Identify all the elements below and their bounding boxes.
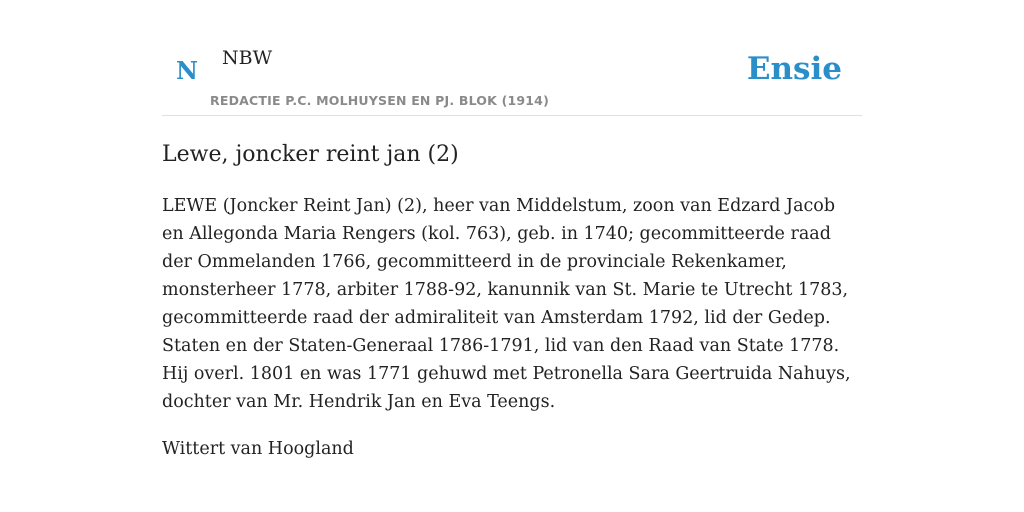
header-divider — [162, 115, 862, 116]
entry-title: Lewe, joncker reint jan (2) — [162, 142, 459, 167]
brand-logo-link[interactable]: Ensie — [746, 51, 842, 87]
entry-author: Wittert van Hoogland — [162, 439, 354, 459]
article-page — [162, 0, 862, 512]
source-subtitle: REDACTIE P.C. MOLHUYSEN EN PJ. BLOK (1914) — [210, 93, 549, 108]
source-name-link[interactable]: NBW — [222, 47, 273, 69]
entry-body-text: LEWE (Joncker Reint Jan) (2), heer van Middelstum, zoon van Edzard Jacob en Allegonda Maria Rengers (kol. 763), geb. in 1740; gecommitteerde raad der Ommelanden 1766, gecommitteerd in de provinciale Rekenkamer, monsterheer 1778, arbiter 1788-92, kanunnik van St. Marie te Utrecht 1783, gecommitteerde raad der admiraliteit van Amsterdam 1792, lid der Gedep. Staten en der Staten-Generaal 1786-1791, lid van den Raad van State 1778. Hij overl. 1801 en was 1771 gehuwd met Petronella Sara Geertruida Nahuys, dochter van Mr. Hendrik Jan en Eva Teengs. — [162, 196, 851, 412]
source-logo[interactable]: N — [176, 56, 198, 85]
